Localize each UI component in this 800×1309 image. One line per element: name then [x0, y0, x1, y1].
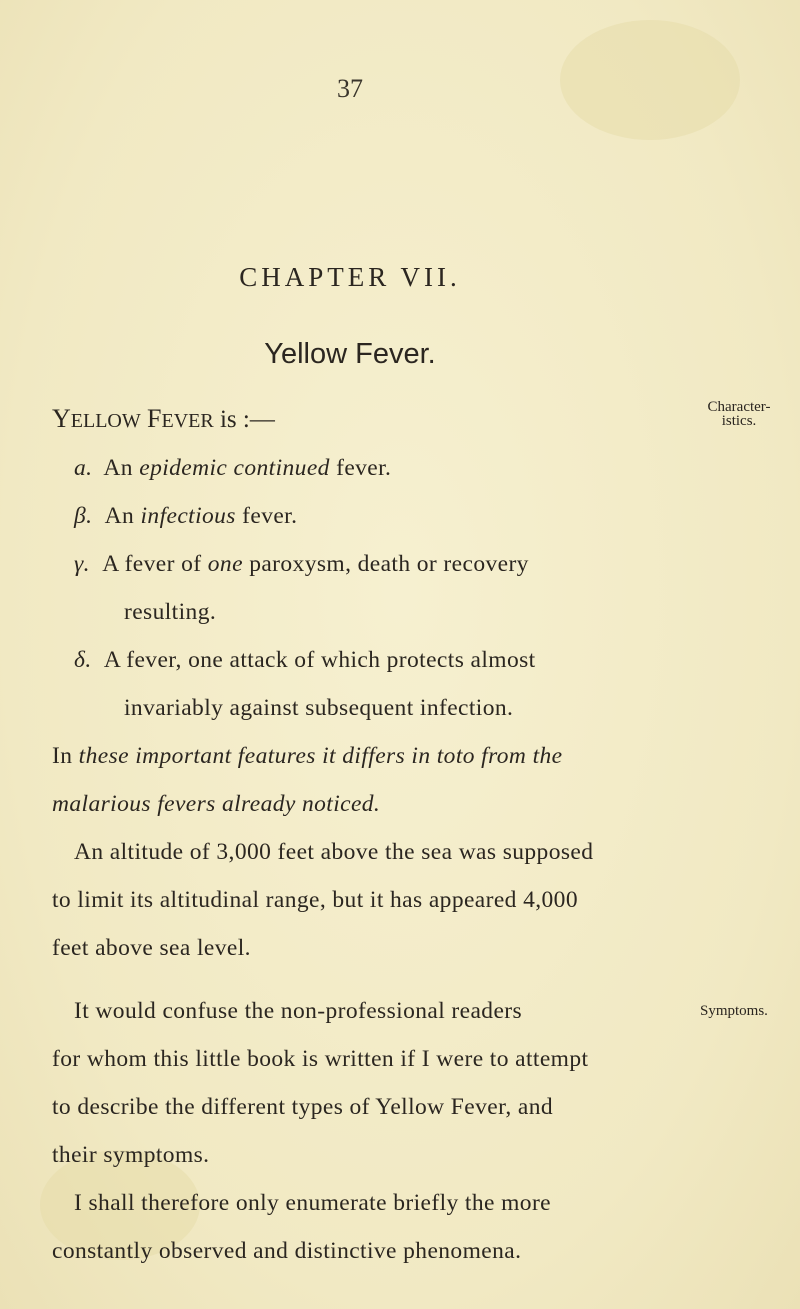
item-b-pre: An: [104, 503, 135, 529]
page-number: 37: [337, 74, 363, 103]
item-d: [74, 647, 536, 674]
item-g: [74, 551, 529, 578]
italic-paragraph-lead: In: [52, 743, 73, 769]
item-d-label: δ.: [74, 647, 92, 673]
item-a-italic: epidemic continued: [139, 455, 330, 481]
item-d-continuation: invariably against subsequent infection.: [124, 695, 514, 721]
chapter-subtitle: Yellow Fever.: [264, 338, 436, 370]
item-g-pre: A fever of: [102, 551, 202, 577]
chapter-heading: CHAPTER VII.: [239, 262, 461, 292]
lead-initial-2: F: [147, 404, 162, 433]
altitude-line-3: feet above sea level.: [52, 935, 251, 961]
lead-smallcaps-2: EVER: [161, 410, 214, 432]
item-a-post: fever.: [336, 455, 392, 481]
symptoms-line-3: to describe the different types of Yellow Fever, and: [52, 1094, 554, 1120]
item-g-italic: one: [207, 551, 243, 577]
item-b-italic: infectious: [140, 503, 236, 529]
definition-lead: [52, 404, 275, 434]
margin-note-characteristics: Character-istics.: [707, 399, 771, 429]
lead-smallcaps-1: ELLOW: [70, 410, 141, 432]
altitude-line-1: An altitude of 3,000 feet above the sea was supposed: [74, 839, 594, 865]
item-g-post: paroxysm, death or recovery: [249, 551, 529, 577]
item-b: [74, 503, 297, 530]
lead-rest: is :—: [219, 406, 275, 433]
symptoms-line-1: It would confuse the non-professional readers: [74, 998, 523, 1024]
item-b-label: β.: [74, 503, 93, 529]
italic-paragraph-line-1: [52, 743, 562, 770]
final-line-2: constantly observed and distinctive phenomena.: [52, 1238, 522, 1264]
item-g-continuation: resulting.: [124, 599, 217, 625]
italic-paragraph-line-2: malarious fevers already noticed.: [52, 791, 381, 817]
item-a-pre: An: [103, 455, 133, 481]
item-d-text: A fever, one attack of which protects almost: [103, 647, 536, 673]
lead-initial-1: Y: [52, 404, 71, 433]
item-b-post: fever.: [242, 503, 298, 529]
item-g-label: γ.: [74, 551, 90, 577]
symptoms-line-4: their symptoms.: [52, 1142, 210, 1168]
final-line-1: I shall therefore only enumerate briefly the more: [74, 1190, 552, 1216]
item-a: [74, 455, 391, 482]
italic-paragraph-text: these important features it differs in toto from the: [78, 743, 563, 769]
altitude-line-2: to limit its altitudinal range, but it has appeared 4,000: [52, 887, 578, 913]
item-a-label: a.: [74, 455, 93, 481]
symptoms-line-2: for whom this little book is written if I were to attempt: [52, 1046, 589, 1072]
margin-note-symptoms: Symptoms.: [700, 1003, 768, 1019]
